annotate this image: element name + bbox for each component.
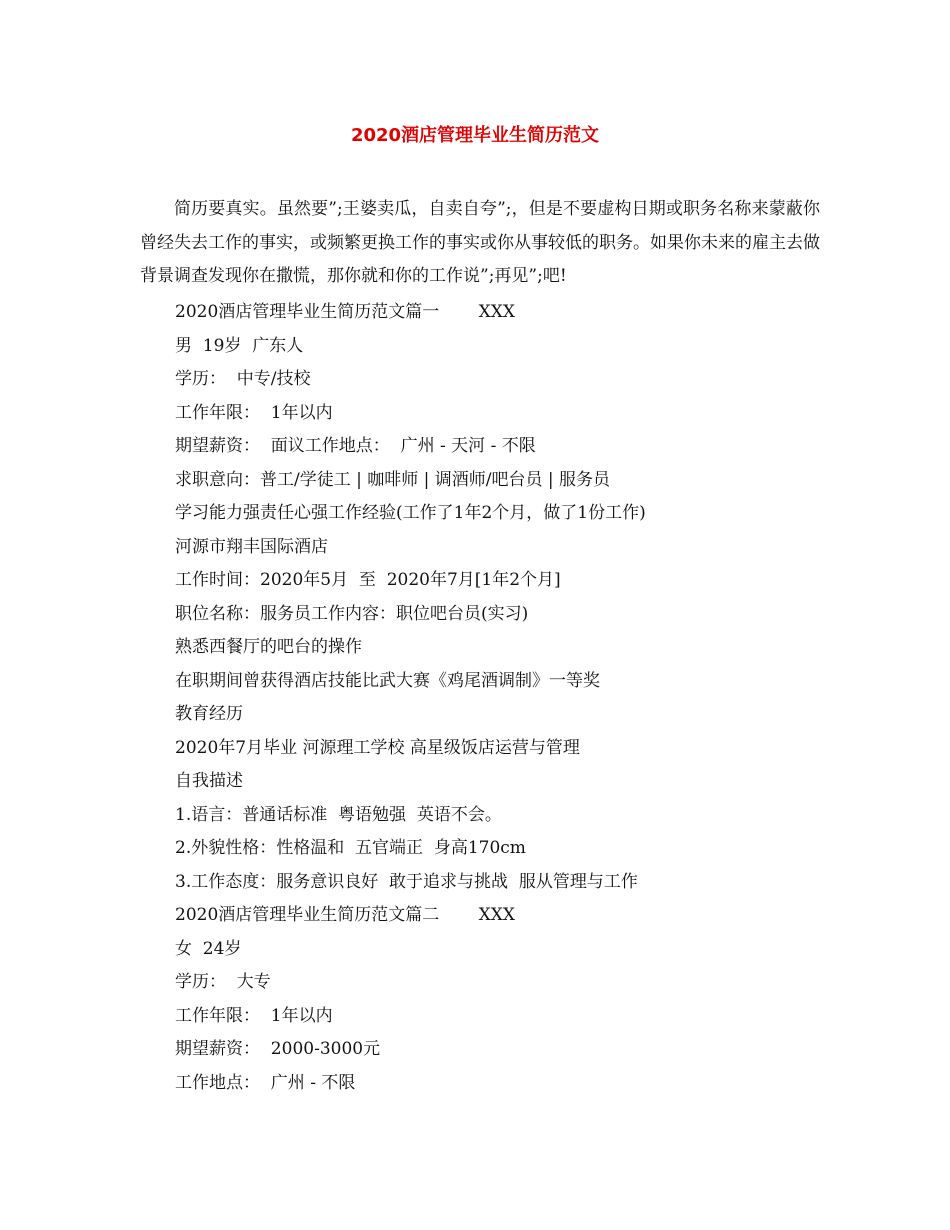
resume-line: 学习能力强责任心强工作经验(工作了1年2个月，做了1份工作) [175,503,646,523]
resume-line: 求职意向：普工/学徒工 | 咖啡师 | 调酒师/吧台员 | 服务员 [175,469,611,490]
resume-line: 男 19岁 广东人 [175,335,304,356]
resume-line: 职位名称：服务员工作内容：职位吧台员(实习) [175,603,529,624]
resume-line: 工作年限： 1年以内 [175,1005,333,1026]
resume-line: 女 24岁 [175,938,242,959]
resume-line: 工作地点： 广州 - 不限 [175,1072,356,1093]
resume-lines [175,296,646,1100]
resume-line: 期望薪资： 面议工作地点： 广州 - 天河 - 不限 [175,436,536,456]
resume-line: 2.外貌性格：性格温和 五官端正 身高170cm [175,838,526,858]
resume-line: 学历： 中专/技校 [175,369,311,389]
resume-line: 2020酒店管理毕业生简历范文篇一 XXX [175,302,515,322]
resume-line: 3.工作态度：服务意识良好 敢于追求与挑战 服从管理与工作 [175,871,638,892]
resume-line: 工作时间：2020年5月 至 2020年7月[1年2个月] [175,570,561,590]
resume-line: 自我描述 [175,771,243,791]
resume-line: 在职期间曾获得酒店技能比武大赛《鸡尾酒调制》一等奖 [175,670,600,691]
resume-line: 工作年限： 1年以内 [175,402,333,423]
resume-line: 学历： 大专 [175,972,271,992]
intro-paragraph: 简历要真实。虽然要”;王婆卖瓜，自卖自夸”;，但是不要虚构日期或职务名称来蒙蔽你曾经失去工作的事实，或频繁更换工作的事实或你从事较低的职务。如果你未来的雇主去做背景调查发现你在撒慌，那你就和你的工作说”;再见”;吧! [140,199,820,286]
resume-line: 2020酒店管理毕业生简历范文篇二 XXX [175,905,515,925]
resume-line: 1.语言：普通话标准 粤语勉强 英语不会。 [175,804,502,825]
document-title: 2020酒店管理毕业生简历范文 [350,125,600,146]
resume-line: 期望薪资： 2000-3000元 [175,1039,381,1059]
resume-line: 2020年7月毕业 河源理工学校 高星级饭店运营与管理 [175,737,580,758]
resume-line: 熟悉西餐厅的吧台的操作 [175,637,362,657]
resume-line: 教育经历 [175,704,243,724]
resume-line: 河源市翔丰国际酒店 [175,536,328,557]
